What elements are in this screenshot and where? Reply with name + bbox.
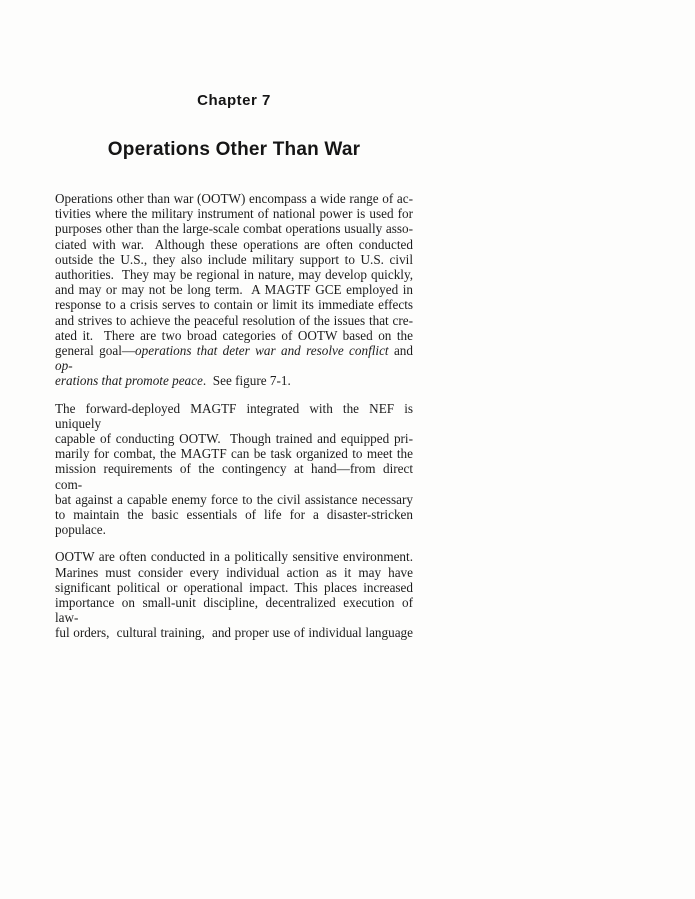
text-run: Marines must consider every individual action as it may have <box>55 564 413 580</box>
paragraph <box>55 549 413 640</box>
text-run: purposes other than the large-scale combat operations usually asso- <box>55 221 413 237</box>
paragraph <box>55 401 413 538</box>
text-line <box>55 282 413 297</box>
text-line <box>55 461 413 491</box>
text-line <box>55 507 413 522</box>
text-run: general goal— <box>55 343 136 359</box>
text-line <box>55 313 413 328</box>
text-line <box>55 522 413 537</box>
text-line <box>55 328 413 343</box>
text-line <box>55 492 413 507</box>
italic-text-run: operations that deter war and resolve conflict <box>135 343 389 359</box>
italic-text-run: op- <box>55 358 73 374</box>
text-line <box>55 549 413 564</box>
text-run: Operations other than war (OOTW) encompass a wide range of ac- <box>55 191 413 206</box>
text-run: significant political or operational impact. This places increased <box>55 579 413 595</box>
chapter-heading: Chapter 7 <box>197 92 271 109</box>
text-run: importance on small-unit discipline, decentralized execution of law- <box>55 595 413 626</box>
body-text <box>55 191 413 653</box>
text-run: to maintain the basic essentials of life for a disaster-stricken <box>55 507 413 523</box>
text-line <box>55 401 413 431</box>
text-line <box>55 252 413 267</box>
text-run: outside the U.S., they also include military support to U.S. civil <box>55 251 413 267</box>
italic-text-run: erations that promote peace <box>55 373 203 389</box>
text-run: populace. <box>55 522 106 538</box>
text-line <box>55 297 413 312</box>
text-line <box>55 206 413 221</box>
text-run: . See figure 7-1. <box>202 373 291 389</box>
paragraph <box>55 191 413 389</box>
text-run: response to a crisis serves to contain or limit its immediate effects <box>55 297 413 313</box>
text-line <box>55 221 413 236</box>
text-run: marily for combat, the MAGTF can be task organized to meet the <box>55 446 413 462</box>
text-run: authorities. They may be regional in nature, may develop quickly, <box>55 267 413 283</box>
text-line <box>55 595 413 625</box>
text-run: and may or may not be long term. A MAGTF GCE employed in <box>55 282 413 298</box>
text-run: bat against a capable enemy force to the civil assistance necessary <box>55 491 413 507</box>
text-line <box>55 446 413 461</box>
text-run: ciated with war. Although these operations are often conducted <box>55 236 413 252</box>
text-run: ated it. There are two broad categories of OOTW based on the <box>55 327 413 343</box>
text-line <box>55 431 413 446</box>
text-run: tivities where the military instrument of national power is used for <box>55 206 413 222</box>
text-line <box>55 343 413 373</box>
page-title: Operations Other Than War <box>107 139 361 160</box>
text-run: capable of conducting OOTW. Though trained and equipped pri- <box>55 431 413 447</box>
text-line <box>55 191 413 206</box>
text-run: and <box>388 343 413 359</box>
text-line <box>55 565 413 580</box>
text-line <box>55 625 413 640</box>
text-run: OOTW are often conducted in a politically sensitive environment. <box>55 549 413 565</box>
text-line <box>55 373 413 388</box>
text-run: and strives to achieve the peaceful resolution of the issues that cre- <box>55 312 413 328</box>
text-run: mission requirements of the contingency at hand—from direct com- <box>55 461 413 492</box>
text-run: The forward-deployed MAGTF integrated with the NEF is uniquely <box>55 400 413 431</box>
text-line <box>55 237 413 252</box>
text-run: ful orders, cultural training, and proper use of individual language <box>55 625 413 641</box>
text-line <box>55 580 413 595</box>
text-line <box>55 267 413 282</box>
